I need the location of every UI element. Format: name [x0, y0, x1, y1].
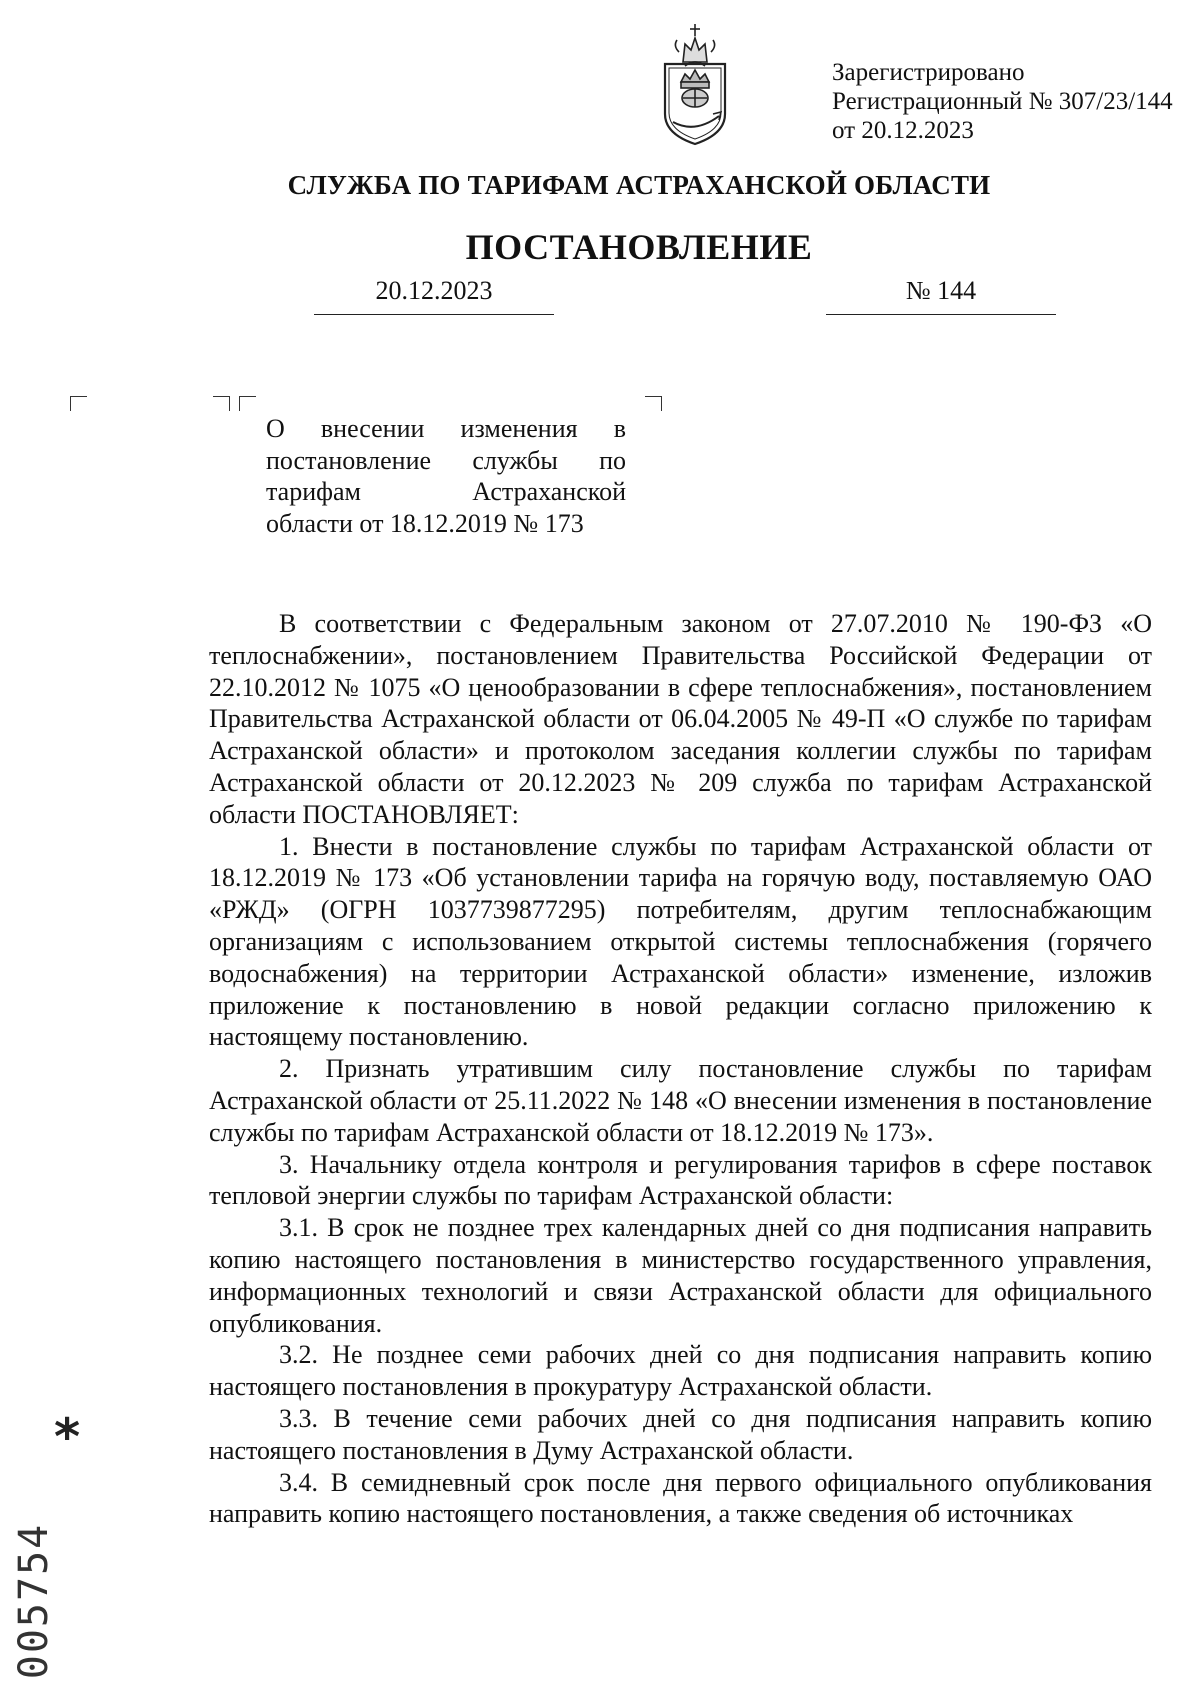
body-paragraph-3-4: 3.4. В семидневный срок после дня первого официального опубликования направить копию настоящего постановления, а также сведения об источниках: [209, 1467, 1152, 1529]
registration-block: [832, 58, 1173, 145]
margin-serial-number: 005754: [11, 1522, 57, 1680]
body-paragraph-3-3: 3.3. В течение семи рабочих дней со дня подписания направить копию настоящего постановления в Думу Астраханской области.: [209, 1403, 1152, 1465]
registration-date: от 20.12.2023: [832, 117, 974, 144]
document-date: 20.12.2023: [314, 276, 554, 315]
body-paragraph-preamble: В соответствии с Федеральным законом от 27.07.2010 № 190-ФЗ «О теплоснабжении», постановлением Правительства Российской Федерации от 22.10.2012 № 1075 «О ценообразовании в сфере теплоснабжения», постановлением Правительства Астраханской области от 06.04.2005 № 49-П «О службе по тарифам Астраханской области» и протоколом заседания коллегии службы по тарифам Астраханской области от 20.12.2023 № 209 служба по тарифам Астраханской области ПОСТАНОВЛЯЕТ:: [209, 609, 1152, 829]
body-paragraph-3: 3. Начальнику отдела контроля и регулирования тарифов в сфере поставок тепловой энергии службы по тарифам Астраханской области:: [209, 1149, 1152, 1211]
corner-mark-subject-top-left: [239, 396, 256, 411]
coat-of-arms-icon: [655, 22, 735, 150]
body-paragraph-3-1: 3.1. В срок не позднее трех календарных дней со дня подписания направить копию настоящего постановления в министерство государственного управления, информационных технологий и связи Астраханской области для официального опубликования.: [209, 1213, 1152, 1338]
subject-line: тарифам Астраханской: [266, 477, 626, 506]
subject-line: области от 18.12.2019 № 173: [266, 508, 584, 538]
registration-status: Зарегистрировано: [832, 59, 1025, 86]
corner-mark-left: [70, 396, 87, 411]
corner-mark-subject-right: [645, 396, 662, 411]
corner-mark-subject-top-right-a: [213, 396, 230, 411]
registration-number: Регистрационный № 307/23/144: [832, 88, 1173, 115]
body-paragraph-2: 2. Признать утратившим силу постановление службы по тарифам Астраханской области от 25.11.2022 № 148 «О внесении изменения в постановление службы по тарифам Астраханской области от 18.12.2019 № 173».: [209, 1054, 1152, 1147]
subject-line: О внесении изменения в: [266, 414, 626, 443]
document-body: [209, 608, 1152, 1530]
margin-star-mark: *: [54, 1408, 81, 1466]
document-type: ПОСТАНОВЛЕНИЕ: [465, 227, 813, 267]
document-number: № 144: [826, 276, 1056, 315]
document-subject: [266, 413, 626, 539]
body-paragraph-3-2: 3.2. Не позднее семи рабочих дней со дня подписания направить копию настоящего постановления в прокуратуру Астраханской области.: [209, 1340, 1152, 1402]
subject-line: постановление службы по: [266, 445, 626, 475]
agency-name: СЛУЖБА ПО ТАРИФАМ АСТРАХАНСКОЙ ОБЛАСТИ: [287, 170, 991, 200]
body-paragraph-1: 1. Внести в постановление службы по тарифам Астраханской области от 18.12.2019 № 173 «Об установлении тарифа на горячую воду, поставляемую ОАО «РЖД» (ОГРН 1037739877295) потребителям, другим теплоснабжающим организациям с использованием открытой системы теплоснабжения (горячего водоснабжения) на территории Астраханской области» изменение, изложив приложение к постановлению в новой редакции согласно приложению к настоящему постановлению.: [209, 831, 1152, 1052]
